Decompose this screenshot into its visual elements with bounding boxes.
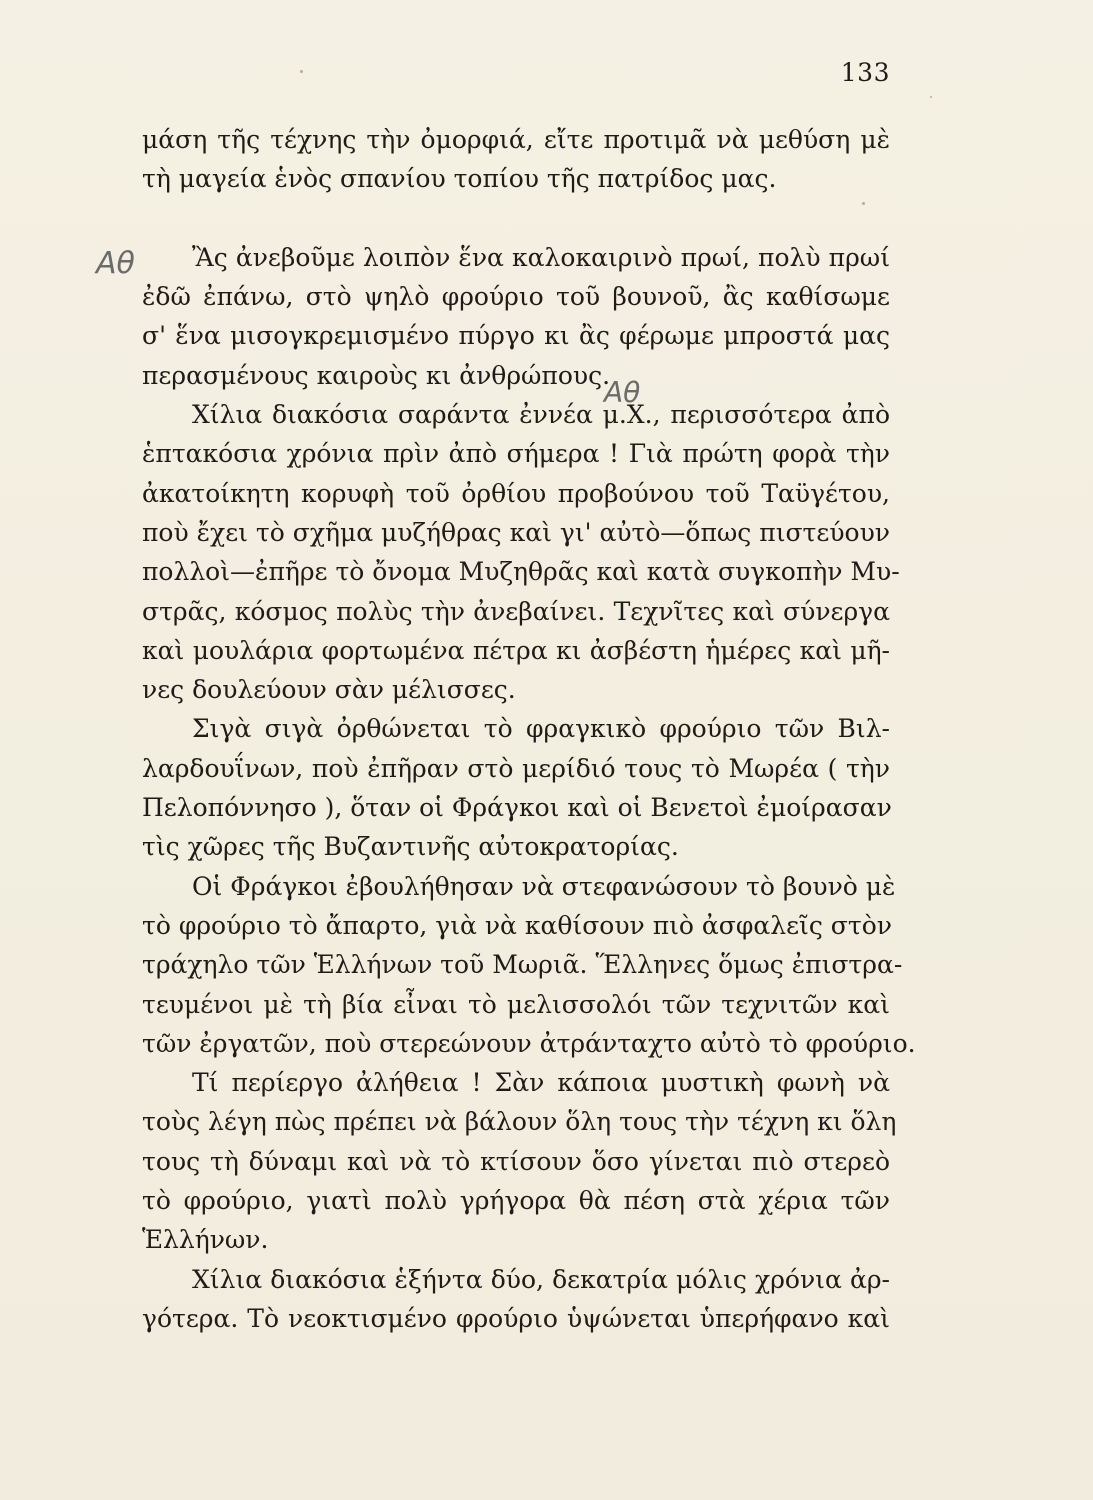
paper-speck [300,70,303,73]
text-line: τοὺς λέγη πὼς πρέπει νὰ βάλουν ὅλη τους τὴν τέχνη κι ὅλη [142,1107,897,1137]
text-line: περασμένους καιροὺς κι ἀνθρώπους. [142,360,611,390]
text-line: μάση τῆς τέχνης τὴν ὀμορφιά, εἴτε προτιμᾶ νὰ μεθύση μὲ [142,125,890,154]
body-text [142,120,916,1338]
text-line: Οἱ Φράγκοι ἐβουλήθησαν νὰ στεφανώσουν τὸ βουνὸ μὲ [192,871,896,901]
text-line: τράχηλο τῶν Ἑλλήνων τοῦ Μωριᾶ. Ἕλληνες ὅμως ἐπιστρα- [142,950,903,980]
text-line: γότερα. Τὸ νεοκτισμένο φρούριο ὑψώνεται ὑπερήφανο καὶ [142,1303,890,1333]
text-line: πολλοὶ—ἐπῆρε τὸ ὄνομα Μυζηθρᾶς καὶ κατὰ συγκοπὴν Μυ- [142,557,900,587]
text-line: Χίλια διακόσια ἑξήντα δύο, δεκατρία μόλις χρόνια ἀρ- [192,1264,890,1294]
text-line: τῶν ἐργατῶν, ποὺ στερεώνουν ἀτράνταχτο αὐτὸ τὸ φρούριο. [142,1028,916,1058]
text-line: καὶ μουλάρια φορτωμένα πέτρα κι ἀσβέστη ἡμέρες καὶ μῆ- [142,635,890,665]
text-line: Πελοπόννησο ), ὅταν οἱ Φράγκοι καὶ οἱ Βενετοὶ ἐμοίρασαν [142,793,892,823]
text-line: τὶς χῶρες τῆς Βυζαντινῆς αὐτοκρατορίας. [142,832,679,862]
page-number: 133 [840,58,890,87]
text-line: Ἑλλήνων. [142,1225,269,1255]
text-line: Χίλια διακόσια σαράντα ἐννέα μ.Χ., περισσότερα ἀπὸ [192,400,890,430]
text-line: ποὺ ἔχει τὸ σχῆμα μυζήθρας καὶ γι' αὐτὸ—ὅπως πιστεύουν [142,517,890,547]
text-line: Τί περίεργο ἀλήθεια ! Σὰν κάποια μυστικὴ φωνὴ νὰ [192,1068,890,1098]
text-line: Σιγὰ σιγὰ ὀρθώνεται τὸ φραγκικὸ φρούριο τῶν Βιλ- [192,714,890,744]
text-line: τους τὴ δύναμι καὶ νὰ τὸ κτίσουν ὅσο γίνεται πιὸ στερεὸ [142,1146,890,1176]
text-line: τὴ μαγεία ἑνὸς σπανίου τοπίου τῆς πατρίδος μας. [142,164,777,194]
text-line: τὸ φρούριο, γιατὶ πολὺ γρήγορα θὰ πέση στὰ χέρια τῶν [142,1186,890,1216]
text-line: λαρδουΐνων, ποὺ ἐπῆραν στὸ μερίδιό τους τὸ Μωρέα ( τὴν [142,753,890,783]
text-line: Ἂς ἀνεβοῦμε λοιπὸν ἕνα καλοκαιρινὸ πρωί, πολὺ πρωί [192,242,890,272]
text-line: τὸ φρούριο τὸ ἄπαρτο, γιὰ νὰ καθίσουν πιὸ ἀσφαλεῖς στὸν [142,910,892,940]
text-line: τευμένοι μὲ τὴ βία εἶναι τὸ μελισσολόι τῶν τεχνιτῶν καὶ [142,989,890,1019]
margin-note: Αθ [604,376,641,409]
paper-speck [930,96,932,98]
text-line: ἀκατοίκητη κορυφὴ τοῦ ὀρθίου προβούνου τοῦ Ταϋγέτου, [142,478,890,508]
text-line: ἑπτακόσια χρόνια πρὶν ἀπὸ σήμερα ! Γιὰ πρώτη φορὰ τὴν [142,439,890,469]
text-line: νες δουλεύουν σὰν μέλισσες. [142,675,516,705]
text-line: στρᾶς, κόσμος πολὺς τὴν ἀνεβαίνει. Τεχνῖτες καὶ σύνεργα [142,596,890,626]
text-line: ἐδῶ ἐπάνω, στὸ ψηλὸ φρούριο τοῦ βουνοῦ, ἂς καθίσωμε [142,282,890,312]
text-line: σ' ἕνα μισογκρεμισμένο πύργο κι ἂς φέρωμε μπροστά μας [142,321,890,351]
paragraph-gap [142,199,890,238]
margin-note: Αθ [96,246,135,281]
